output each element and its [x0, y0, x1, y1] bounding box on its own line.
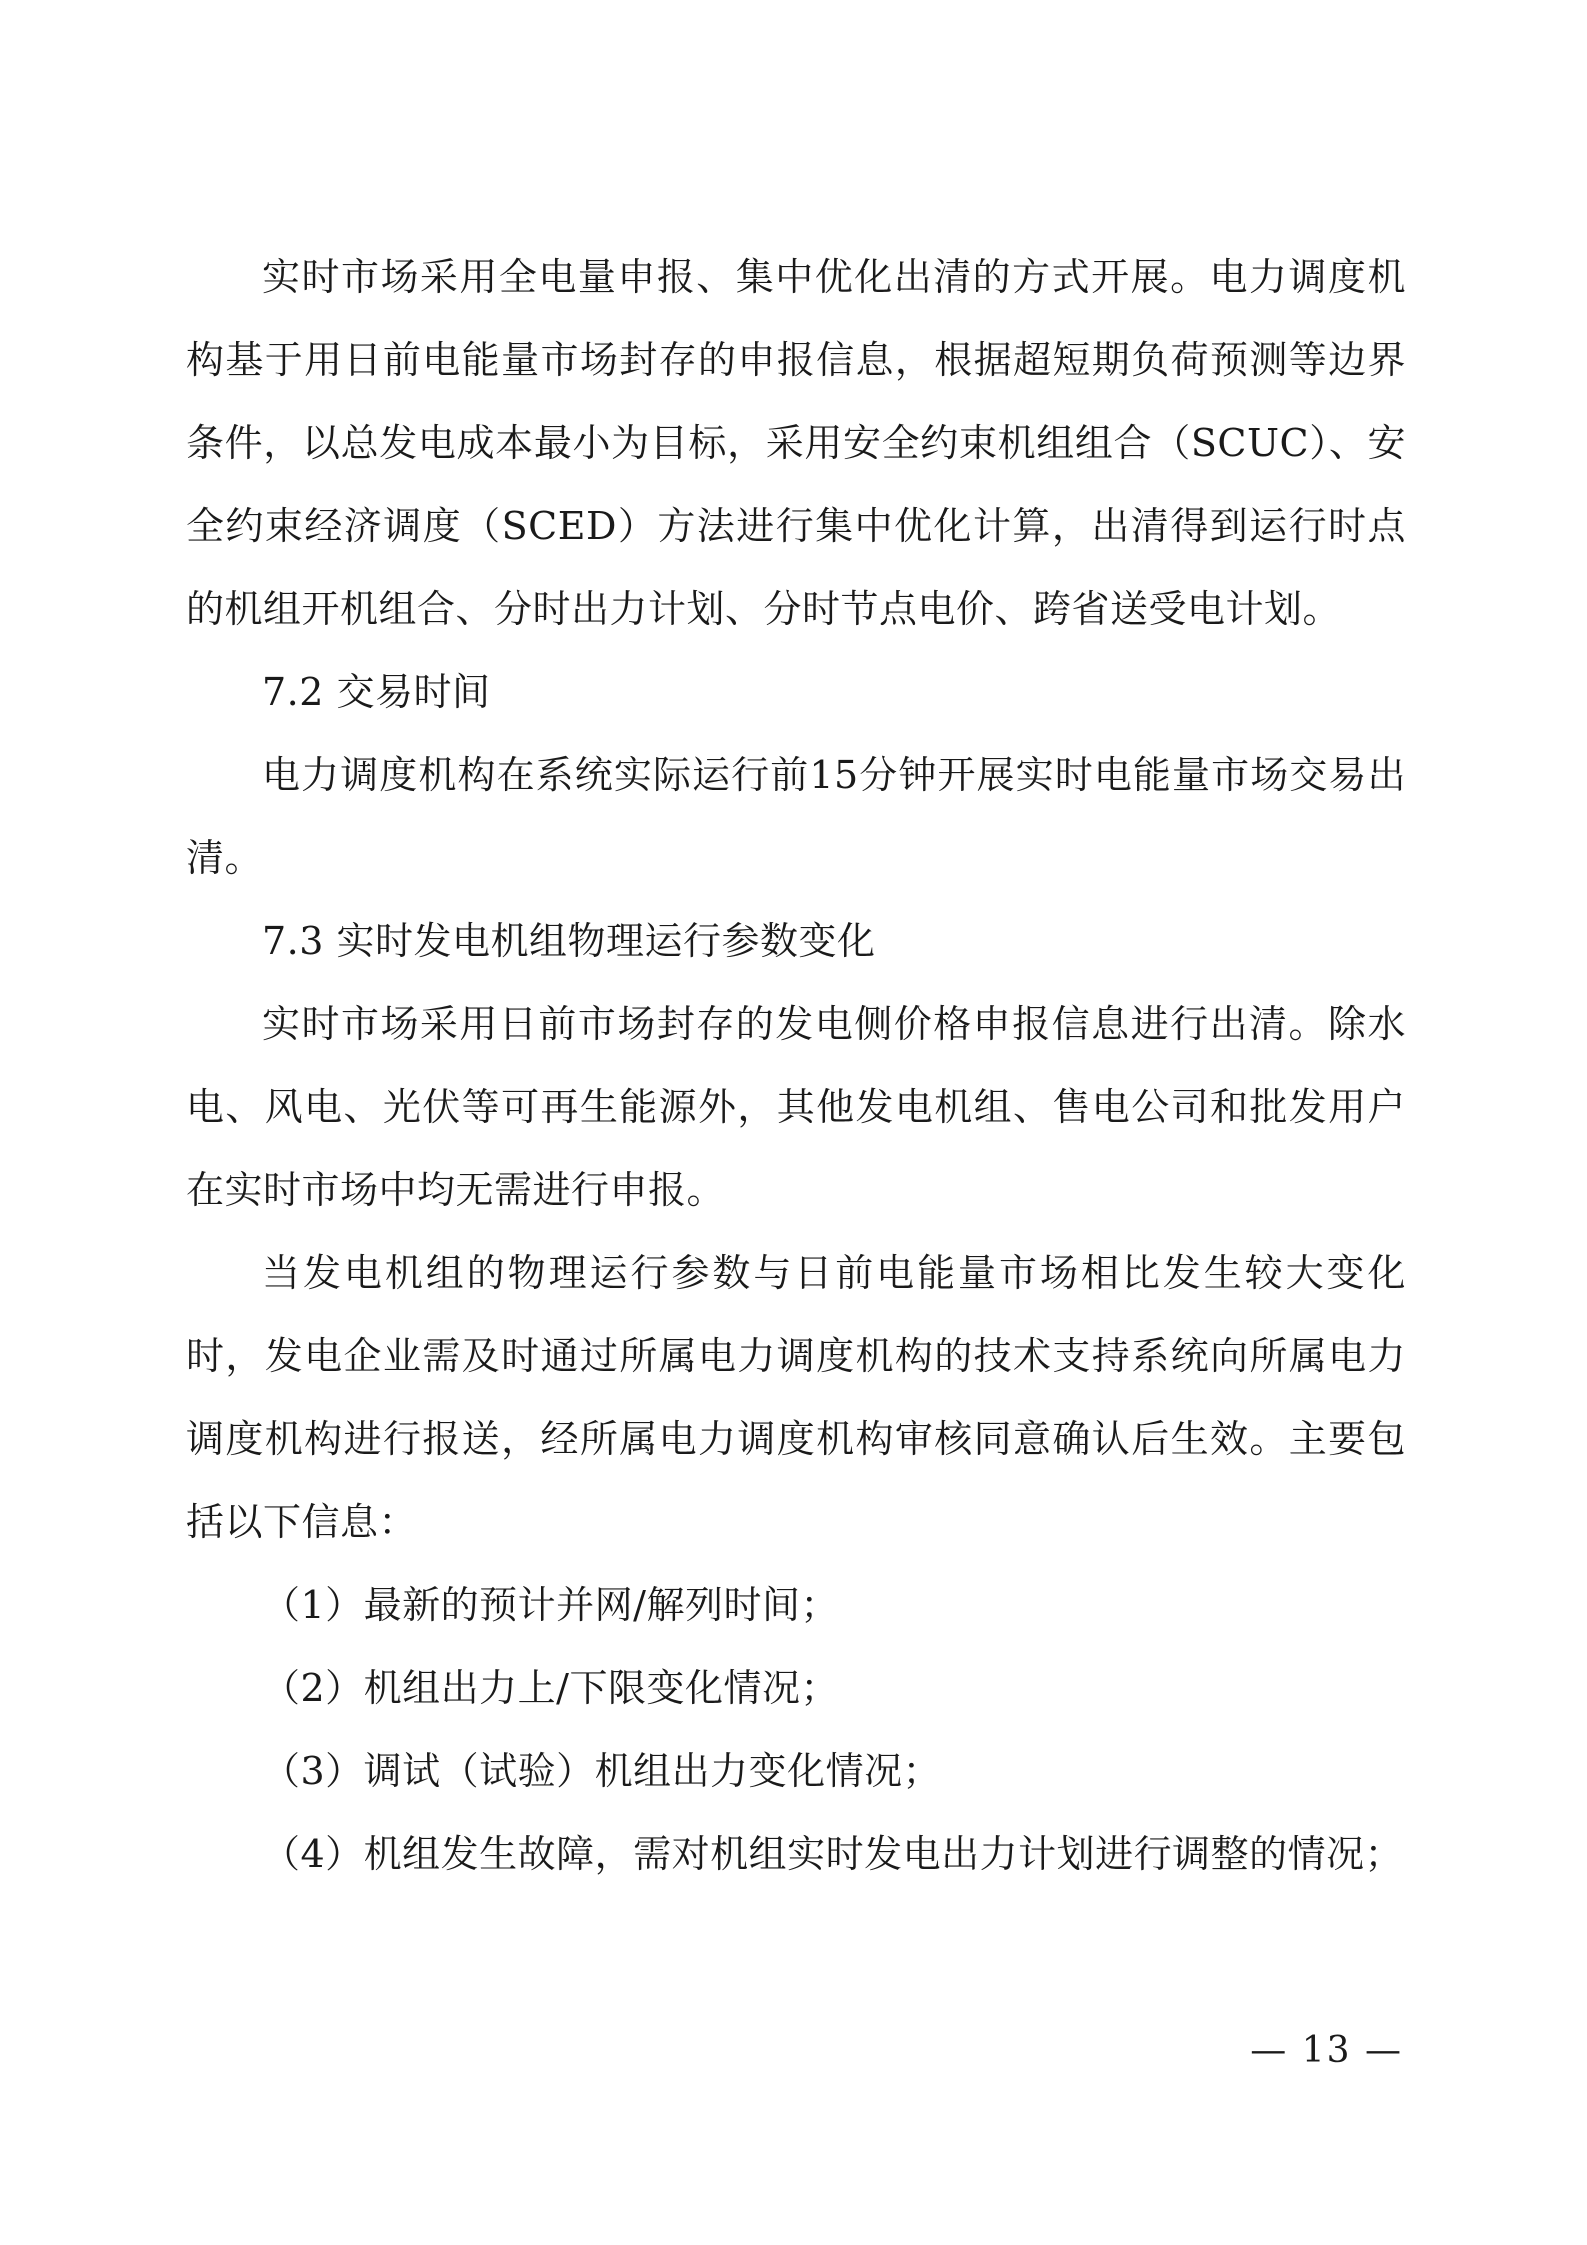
paragraph-price-declaration: 实时市场采用日前市场封存的发电侧价格申报信息进行出清。除水电、风电、光伏等可再生能源外，其他发电机组、售电公司和批发用户在实时市场中均无需进行申报。	[186, 1002, 1406, 1212]
paragraph-parameter-change: 当发电机组的物理运行参数与日前电能量市场相比发生较大变化时，发电企业需及时通过所属电力调度机构的技术支持系统向所属电力调度机构进行报送，经所属电力调度机构审核同意确认后生效。主要包括以下信息：	[186, 1251, 1406, 1544]
list-item-4: （4）机组发生故障，需对机组实时发电出力计划进行调整的情况；	[262, 1832, 1404, 1876]
list-item-1: （1）最新的预计并网/解列时间；	[262, 1583, 839, 1627]
page-number: — 13 —	[1250, 2030, 1403, 2071]
section-heading-7-3: 7.3 实时发电机组物理运行参数变化	[262, 919, 876, 963]
list-item-3: （3）调试（试验）机组出力变化情况；	[262, 1749, 942, 1793]
paragraph-realtime-market-overview: 实时市场采用全电量申报、集中优化出清的方式开展。电力调度机构基于用日前电能量市场封存的申报信息，根据超短期负荷预测等边界条件，以总发电成本最小为目标，采用安全约束机组组合（SCUC）、安全约束经济调度（SCED）方法进行集中优化计算，出清得到运行时点的机组开机组合、分时出力计划、分时节点电价、跨省送受电计划。	[186, 255, 1406, 631]
paragraph-trading-time: 电力调度机构在系统实际运行前15分钟开展实时电能量市场交易出清。	[186, 753, 1406, 880]
document-body	[186, 236, 1406, 1896]
list-item-2: （2）机组出力上/下限变化情况；	[262, 1666, 839, 1710]
section-heading-7-2: 7.2 交易时间	[262, 670, 491, 714]
